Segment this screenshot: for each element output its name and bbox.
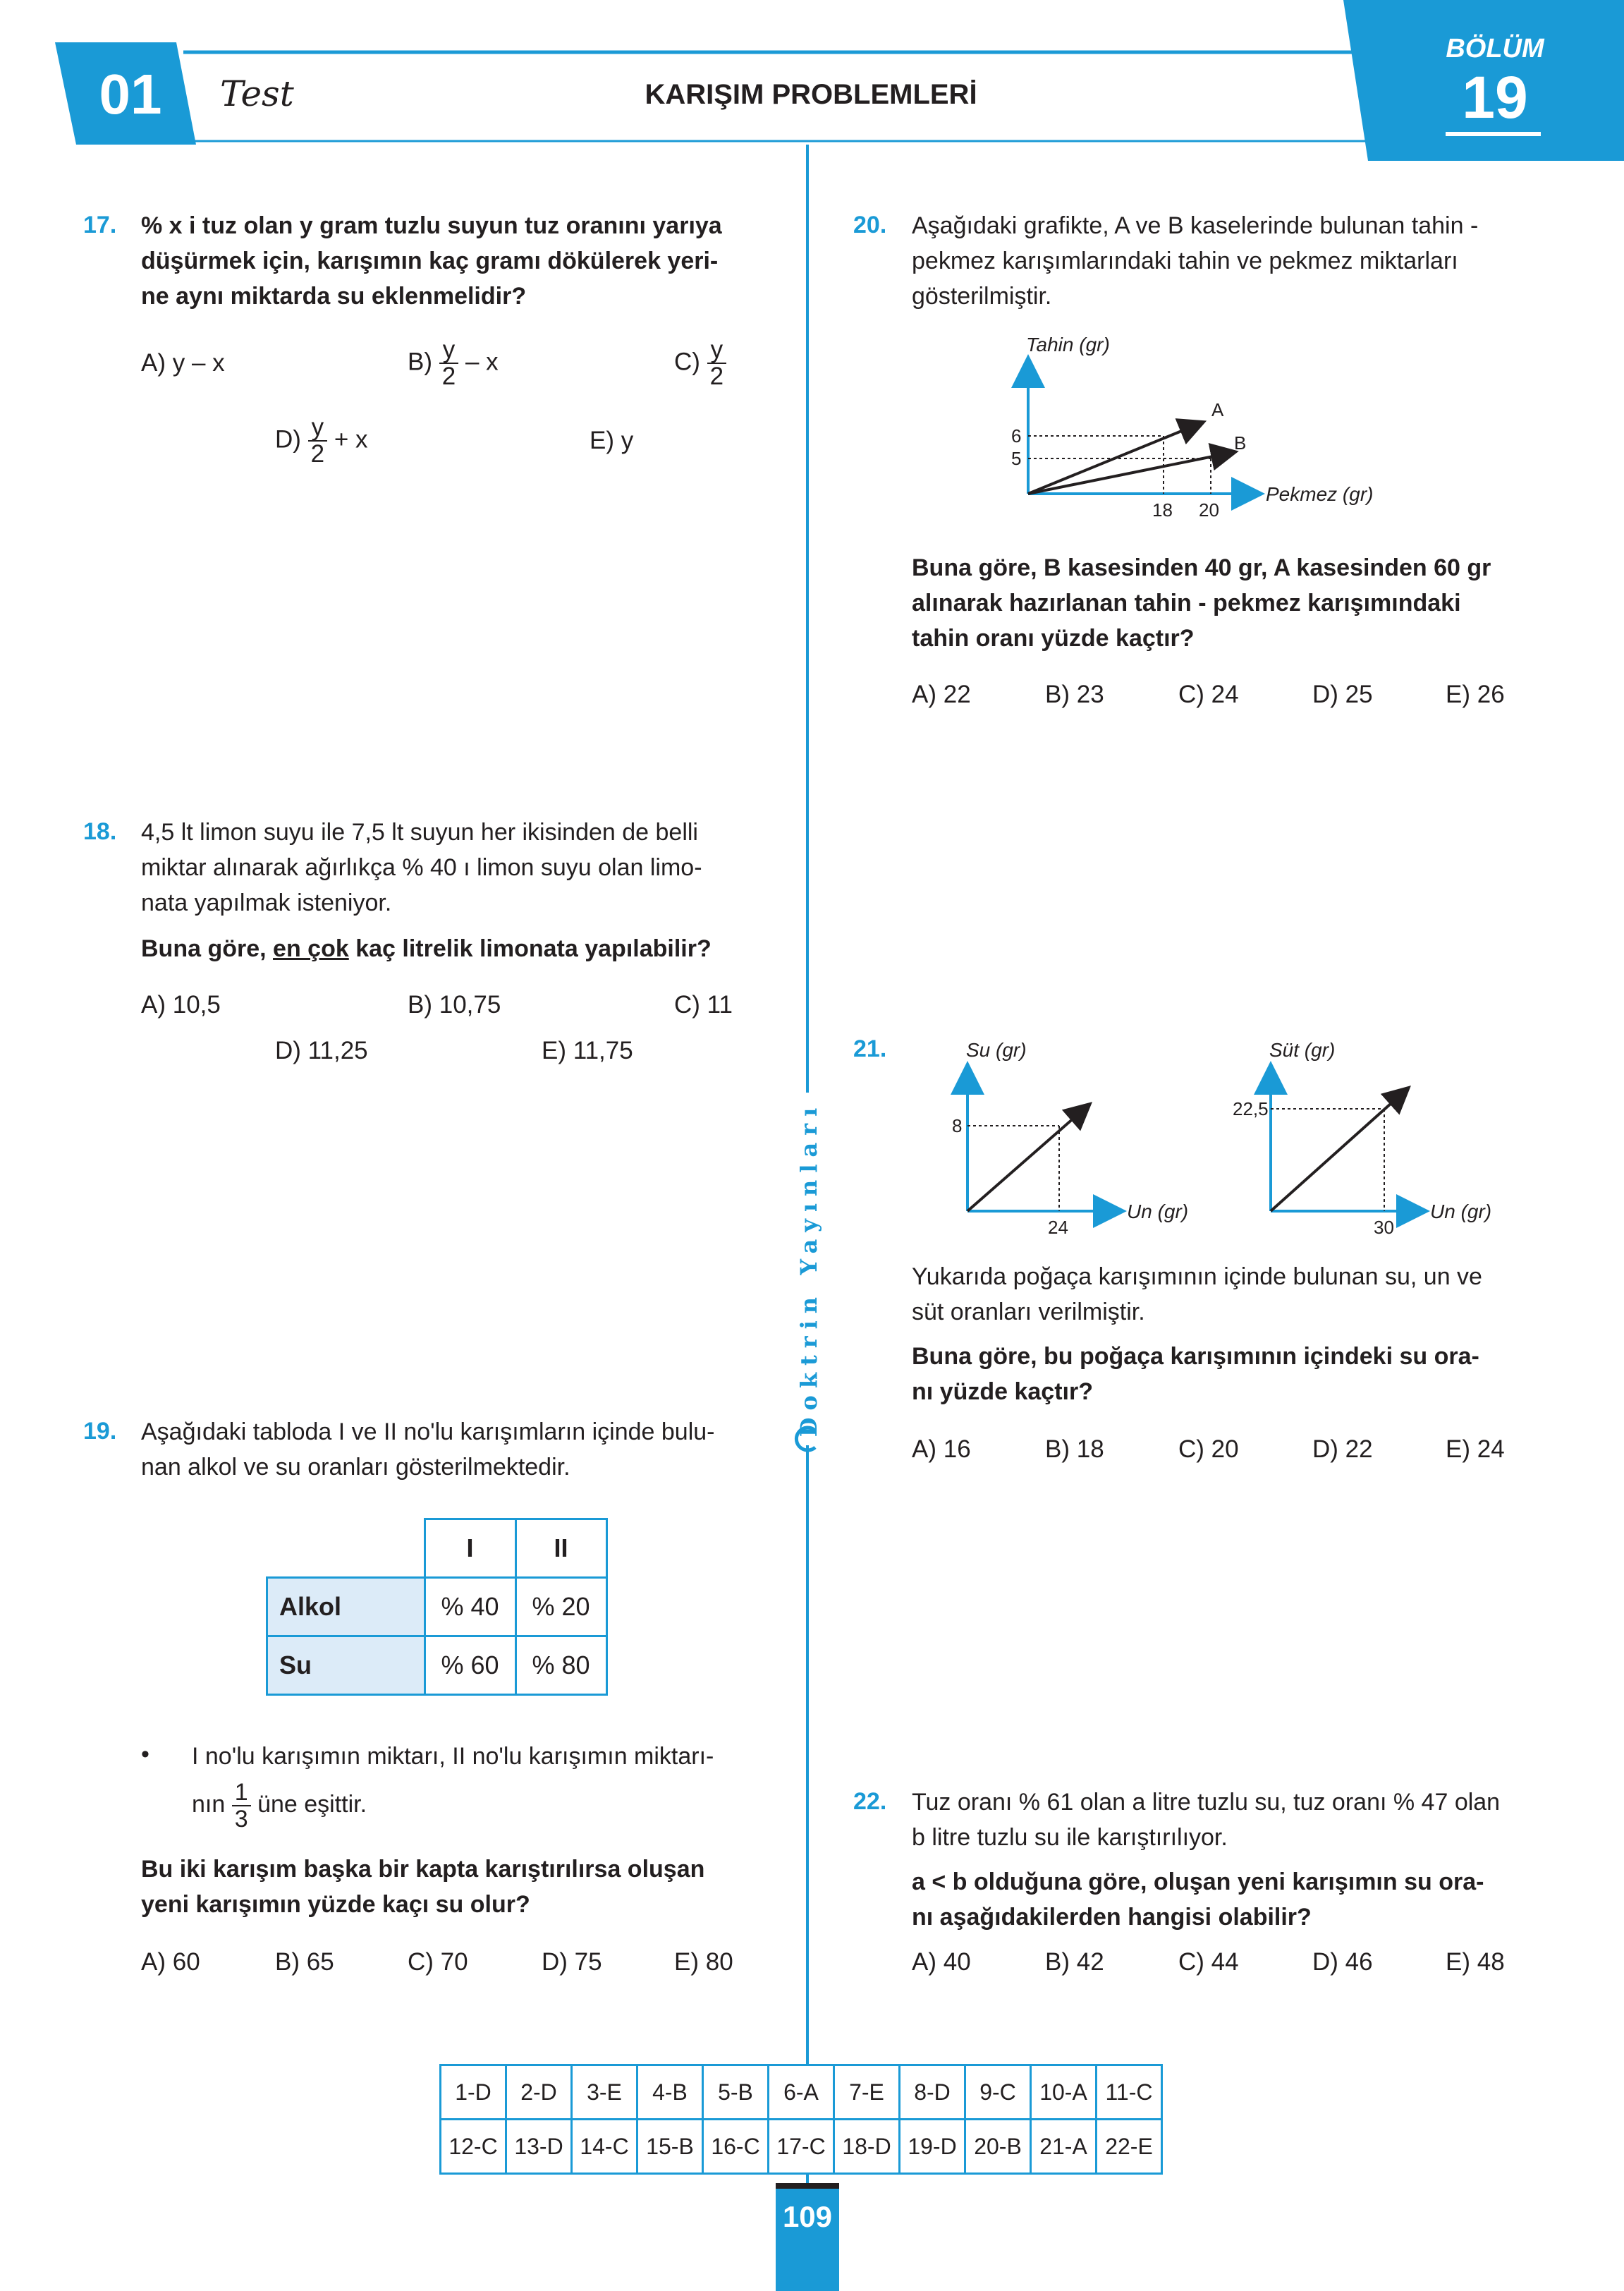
text-fragment: üne eşittir. xyxy=(257,1790,367,1818)
text-line: nata yapılmak isteniyor. xyxy=(141,889,392,916)
text-line: a < b olduğuna göre, oluşan yeni karışımın su ora- xyxy=(912,1868,1484,1895)
question-ask xyxy=(141,931,790,966)
y-axis-label: Süt (gr) xyxy=(1269,1039,1336,1061)
bullet-icon: • xyxy=(141,1741,149,1768)
y-axis-label: Tahin (gr) xyxy=(1026,334,1110,356)
text-line: nı yüzde kaçtır? xyxy=(912,1378,1093,1405)
y-axis-label: Su (gr) xyxy=(966,1039,1027,1061)
option-a[interactable]: A) y – x xyxy=(141,349,225,377)
table-row xyxy=(267,1578,607,1636)
table-cell: % 40 xyxy=(425,1578,515,1636)
question-ask xyxy=(912,1864,1561,1935)
question-number: 18. xyxy=(83,818,117,845)
line-a xyxy=(1028,424,1199,494)
denominator: 2 xyxy=(441,363,456,390)
answer-cell: 2-D xyxy=(506,2065,572,2120)
option-d[interactable] xyxy=(275,415,368,467)
answer-cell: 19-D xyxy=(900,2120,965,2174)
y-tick: 22,5 xyxy=(1233,1098,1269,1119)
text-line: Tuz oranı % 61 olan a litre tuzlu su, tuz oranı % 47 olan xyxy=(912,1789,1501,1816)
option-b[interactable] xyxy=(408,337,499,389)
option-c[interactable]: C) 44 xyxy=(1178,1948,1239,1976)
x-axis-label: Pekmez (gr) xyxy=(1266,483,1374,505)
option-c[interactable] xyxy=(674,337,726,389)
option-c[interactable]: C) 20 xyxy=(1178,1435,1239,1463)
answer-cell: 4-B xyxy=(637,2065,703,2120)
line-label-a: A xyxy=(1211,399,1224,420)
answer-cell: 6-A xyxy=(769,2065,834,2120)
line-label-b: B xyxy=(1234,432,1247,454)
publisher-logo xyxy=(784,1100,834,1467)
text-line: nan alkol ve su oranları gösterilmektedir. xyxy=(141,1454,570,1481)
text-line: miktar alınarak ağırlıkça % 40 ı limon suyu olan limo- xyxy=(141,854,702,881)
answer-cell: 10-A xyxy=(1031,2065,1097,2120)
answer-cell: 13-D xyxy=(506,2120,572,2174)
text-line: süt oranları verilmiştir. xyxy=(912,1299,1145,1325)
text-line: alınarak hazırlanan tahin - pekmez karışımındaki xyxy=(912,590,1461,616)
table-cell: % 20 xyxy=(515,1578,606,1636)
question-number: 22. xyxy=(853,1788,887,1815)
x-tick: 20 xyxy=(1199,499,1219,521)
su-un-graph xyxy=(938,1030,1234,1241)
table-header: II xyxy=(515,1519,606,1578)
option-c[interactable]: C) 70 xyxy=(408,1948,468,1976)
question-text xyxy=(912,1785,1561,1855)
text-line: düşürmek için, karışımın kaç gramı dökülerek yeri- xyxy=(141,248,719,274)
answer-cell: 21-A xyxy=(1031,2120,1097,2174)
option-b[interactable]: B) 10,75 xyxy=(408,991,501,1019)
text-line: b litre tuzlu su ile karıştırılıyor. xyxy=(912,1824,1228,1851)
answer-cell: 9-C xyxy=(965,2065,1031,2120)
row-label: Su xyxy=(267,1636,425,1695)
table-corner xyxy=(267,1519,425,1578)
text-line: ne aynı miktarda su eklenmelidir? xyxy=(141,283,527,310)
question-number: 17. xyxy=(83,212,117,238)
ask-text: kaç litrelik limonata yapılabilir? xyxy=(355,935,712,962)
question-number: 21. xyxy=(853,1035,887,1062)
text-line: tahin oranı yüzde kaçtır? xyxy=(912,625,1195,652)
option-c[interactable]: C) 11 xyxy=(674,991,733,1019)
page-number: 109 xyxy=(782,2200,833,2233)
page-title: KARIŞIM PROBLEMLERİ xyxy=(645,79,977,110)
option-b[interactable]: B) 42 xyxy=(1045,1948,1104,1976)
table-row xyxy=(441,2120,1162,2174)
numerator: 1 xyxy=(232,1780,251,1806)
answer-cell: 22-E xyxy=(1097,2120,1162,2174)
mixture-table xyxy=(266,1518,608,1696)
ask-underlined: en çok xyxy=(273,935,349,962)
table-cell: % 60 xyxy=(425,1636,515,1695)
question-ask xyxy=(912,1339,1546,1409)
tahin-pekmez-graph xyxy=(987,332,1410,529)
option-c[interactable]: C) 24 xyxy=(1178,681,1239,708)
x-axis-label: Un (gr) xyxy=(1127,1201,1189,1222)
table-cell: % 80 xyxy=(515,1636,606,1695)
answer-cell: 12-C xyxy=(441,2120,506,2174)
answer-key-table xyxy=(439,2064,1163,2175)
table-row xyxy=(267,1636,607,1695)
denominator: 2 xyxy=(709,363,724,390)
option-e[interactable]: E) 11,75 xyxy=(542,1037,633,1064)
test-word: Test xyxy=(220,73,294,114)
table-header: I xyxy=(425,1519,515,1578)
data-line xyxy=(967,1107,1086,1211)
numerator: y xyxy=(308,415,327,442)
question-ask xyxy=(141,1852,790,1922)
answer-cell: 18-D xyxy=(834,2120,900,2174)
option-d[interactable]: D) 22 xyxy=(1312,1435,1373,1463)
option-letter: B) xyxy=(408,348,432,376)
option-a[interactable]: A) 60 xyxy=(141,1948,200,1976)
text-line xyxy=(192,1780,777,1832)
ask-text: Buna göre, xyxy=(141,935,267,962)
x-tick: 24 xyxy=(1048,1217,1068,1238)
option-d[interactable]: D) 11,25 xyxy=(275,1037,368,1064)
sut-un-graph xyxy=(1233,1030,1537,1241)
table-row xyxy=(441,2065,1162,2120)
answer-cell: 17-C xyxy=(769,2120,834,2174)
fraction xyxy=(439,337,458,389)
option-suffix: + x xyxy=(334,425,368,454)
option-a[interactable]: A) 40 xyxy=(912,1948,971,1976)
x-tick: 30 xyxy=(1374,1217,1394,1238)
page-number-tab xyxy=(776,2183,839,2291)
x-axis-label: Un (gr) xyxy=(1430,1201,1492,1222)
answer-cell: 11-C xyxy=(1097,2065,1162,2120)
text-line: Yukarıda poğaça karışımının içinde bulunan su, un ve xyxy=(912,1263,1482,1290)
question-text xyxy=(912,1259,1546,1330)
option-e[interactable]: E) 26 xyxy=(1446,681,1505,708)
text-line: Aşağıdaki tabloda I ve II no'lu karışımların içinde bulu- xyxy=(141,1418,715,1445)
question-ask xyxy=(912,550,1546,656)
option-e[interactable]: E) y xyxy=(590,427,634,454)
bullet-text xyxy=(192,1739,777,1832)
denominator: 2 xyxy=(310,440,325,468)
question-number: 19. xyxy=(83,1418,117,1445)
page-number-bar xyxy=(776,2183,839,2189)
answer-cell: 8-D xyxy=(900,2065,965,2120)
test-number: 01 xyxy=(99,63,162,126)
text-line: Buna göre, B kasesinden 40 gr, A kasesinden 60 gr xyxy=(912,554,1491,581)
text-line: pekmez karışımlarındaki tahin ve pekmez miktarları xyxy=(912,248,1458,274)
option-a[interactable]: A) 22 xyxy=(912,681,971,708)
option-d[interactable]: D) 25 xyxy=(1312,681,1373,708)
numerator: y xyxy=(439,337,458,364)
question-text xyxy=(141,815,776,920)
table-header-row xyxy=(267,1519,607,1578)
option-a[interactable]: A) 16 xyxy=(912,1435,971,1463)
publisher-icon xyxy=(794,1425,822,1453)
text-line: 4,5 lt limon suyu ile 7,5 lt suyun her ikisinden de belli xyxy=(141,819,698,846)
fraction xyxy=(707,337,726,389)
option-b[interactable]: B) 65 xyxy=(275,1948,334,1976)
y-tick: 6 xyxy=(1011,425,1022,446)
option-suffix: – x xyxy=(465,348,499,376)
option-letter: D) xyxy=(275,425,301,454)
answer-cell: 3-E xyxy=(572,2065,637,2120)
option-e[interactable]: E) 80 xyxy=(674,1948,733,1976)
text-line: yeni karışımın yüzde kaçı su olur? xyxy=(141,1891,530,1918)
answer-cell: 1-D xyxy=(441,2065,506,2120)
option-b[interactable]: B) 18 xyxy=(1045,1435,1104,1463)
bolum-number: 19 xyxy=(1462,64,1528,130)
denominator: 3 xyxy=(234,1806,248,1833)
y-tick: 8 xyxy=(952,1115,963,1136)
row-label: Alkol xyxy=(267,1578,425,1636)
text-line: Aşağıdaki grafikte, A ve B kaselerinde bulunan tahin - xyxy=(912,212,1479,239)
publisher-name: Doktrin Yayınları xyxy=(795,1093,822,1445)
question-text xyxy=(141,208,776,314)
text-line: gösterilmiştir. xyxy=(912,283,1052,310)
question-number: 20. xyxy=(853,212,887,238)
answer-cell: 14-C xyxy=(572,2120,637,2174)
answer-cell: 16-C xyxy=(703,2120,769,2174)
text-line: Bu iki karışım başka bir kapta karıştırılırsa oluşan xyxy=(141,1856,705,1883)
text-line: I no'lu karışımın miktarı, II no'lu karışımın miktarı- xyxy=(192,1743,714,1770)
option-d[interactable]: D) 46 xyxy=(1312,1948,1373,1976)
fraction xyxy=(232,1780,251,1832)
answer-cell: 5-B xyxy=(703,2065,769,2120)
answer-cell: 20-B xyxy=(965,2120,1031,2174)
text-fragment: nın xyxy=(192,1790,226,1818)
answer-cell: 15-B xyxy=(637,2120,703,2174)
y-tick: 5 xyxy=(1011,448,1022,469)
option-b[interactable]: B) 23 xyxy=(1045,681,1104,708)
text-line: % x i tuz olan y gram tuzlu suyun tuz oranını yarıya xyxy=(141,212,722,239)
x-tick: 18 xyxy=(1152,499,1173,521)
fraction xyxy=(308,415,327,467)
bolum-label: BÖLÜM xyxy=(1446,34,1544,63)
answer-cell: 7-E xyxy=(834,2065,900,2120)
option-e[interactable]: E) 24 xyxy=(1446,1435,1505,1463)
option-letter: C) xyxy=(674,348,700,376)
text-line: nı aşağıdakilerden hangisi olabilir? xyxy=(912,1904,1312,1931)
question-text xyxy=(141,1414,776,1485)
question-text xyxy=(912,208,1546,314)
option-e[interactable]: E) 48 xyxy=(1446,1948,1505,1976)
option-d[interactable]: D) 75 xyxy=(542,1948,602,1976)
option-a[interactable]: A) 10,5 xyxy=(141,991,221,1019)
text-line: Buna göre, bu poğaça karışımının içindeki su ora- xyxy=(912,1343,1479,1370)
numerator: y xyxy=(707,337,726,364)
